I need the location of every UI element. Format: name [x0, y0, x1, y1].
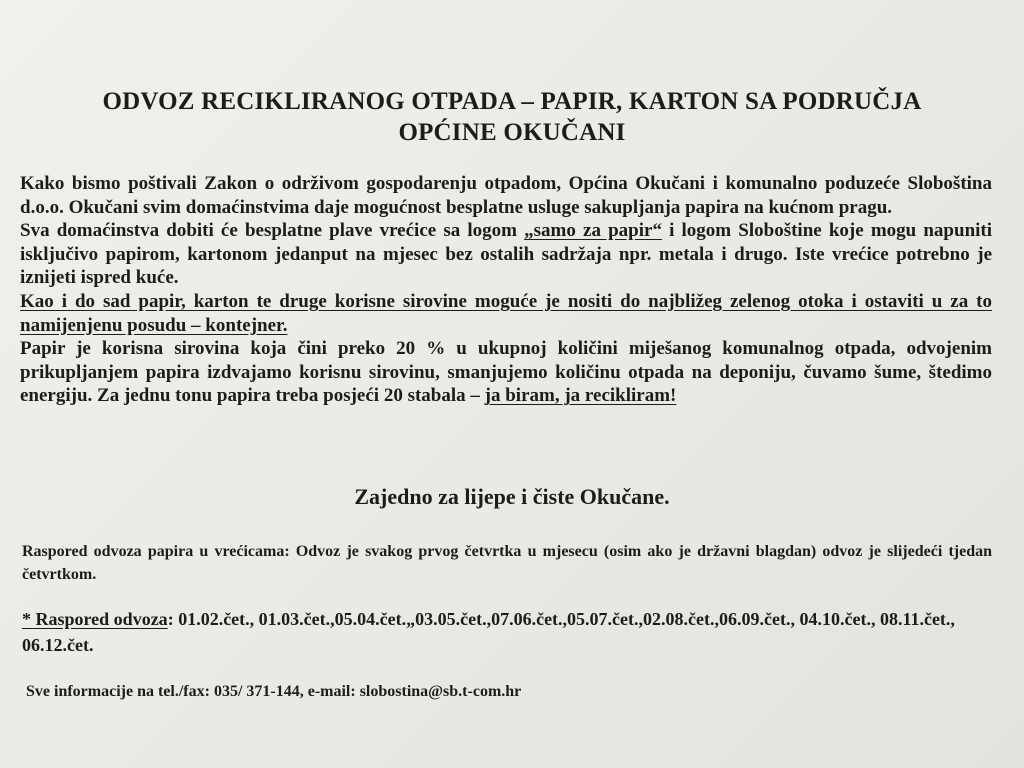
paragraph-intro: Kako bismo poštivali Zakon o održivom gospodarenju otpadom, Općina Okučani i komunalno poduzeće Sloboština d.o.o. Okučani svim domaćinstvima daje mogućnost besplatne usluge sakupljanja papira na kućnom pragu. [20, 173, 992, 218]
paragraph-green-island: Kao i do sad papir, karton te druge korisne sirovine moguće je nositi do najbližeg zelenog otoka i ostaviti u za to namijenjenu posudu – kontejner. [20, 290, 992, 336]
title-line-1: ODVOZ RECIKLIRANOG OTPADA – PAPIR, KARTON SA PODRUČJA [102, 88, 922, 115]
bags-text-start: Sva domaćinstva dobiti će besplatne plave vrećice sa logom [20, 220, 525, 242]
paragraph-bags [20, 219, 992, 290]
bags-text-end: i logom Sloboštine koje mogu napuniti isključivo papirom, kartonom jedanput na mjesec bez ostalih sadržaja npr. metala i drugo. Iste vrećice potrebno je iznijeti ispred kuće. [20, 220, 993, 289]
title-line-2: OPĆINE OKUČANI [398, 119, 626, 146]
pickup-dates-label: * Raspored odvoza [22, 609, 168, 629]
pickup-dates [22, 606, 992, 658]
notice-title [40, 86, 984, 148]
slogan: Zajedno za lijepe i čiste Okučane. [354, 484, 670, 509]
pickup-dates-list: 01.02.čet., 01.03.čet.,05.04.čet.„03.05.čet.,07.06.čet.,05.07.čet.,02.08.čet.,06.09.čet., 04.10.čet., 08.11.čet., 06.12.čet. [22, 609, 955, 655]
pickup-dates-colon: : [167, 609, 174, 629]
recycling-motto: ja biram, ja recikliram! [484, 385, 677, 407]
recycling-text: Papir je korisna sirovina koja čini preko 20 % u ukupnoj količini miješanog komunalnog otpada, odvojenim prikupljanjem papira izdvajamo korisnu sirovinu, smanjujemo količinu otpada na deponiju, čuvamo šume, štedimo energiju. Za jednu tonu papira treba posjeći 20 stabala – [20, 338, 992, 407]
paper-only-logo-text: „samo za papir“ [524, 220, 662, 242]
schedule-note: Raspored odvoza papira u vrećicama: Odvoz je svakog prvog četvrtka u mjesecu (osim ako je državni blagdan) odvoz je slijedeći tjedan četvrtkom. [22, 543, 992, 583]
contact-info: Sve informacije na tel./fax: 035/ 371-144, e-mail: slobostina@sb.t-com.hr [26, 683, 522, 700]
paragraph-recycling [20, 337, 992, 408]
notice-body [20, 172, 992, 408]
